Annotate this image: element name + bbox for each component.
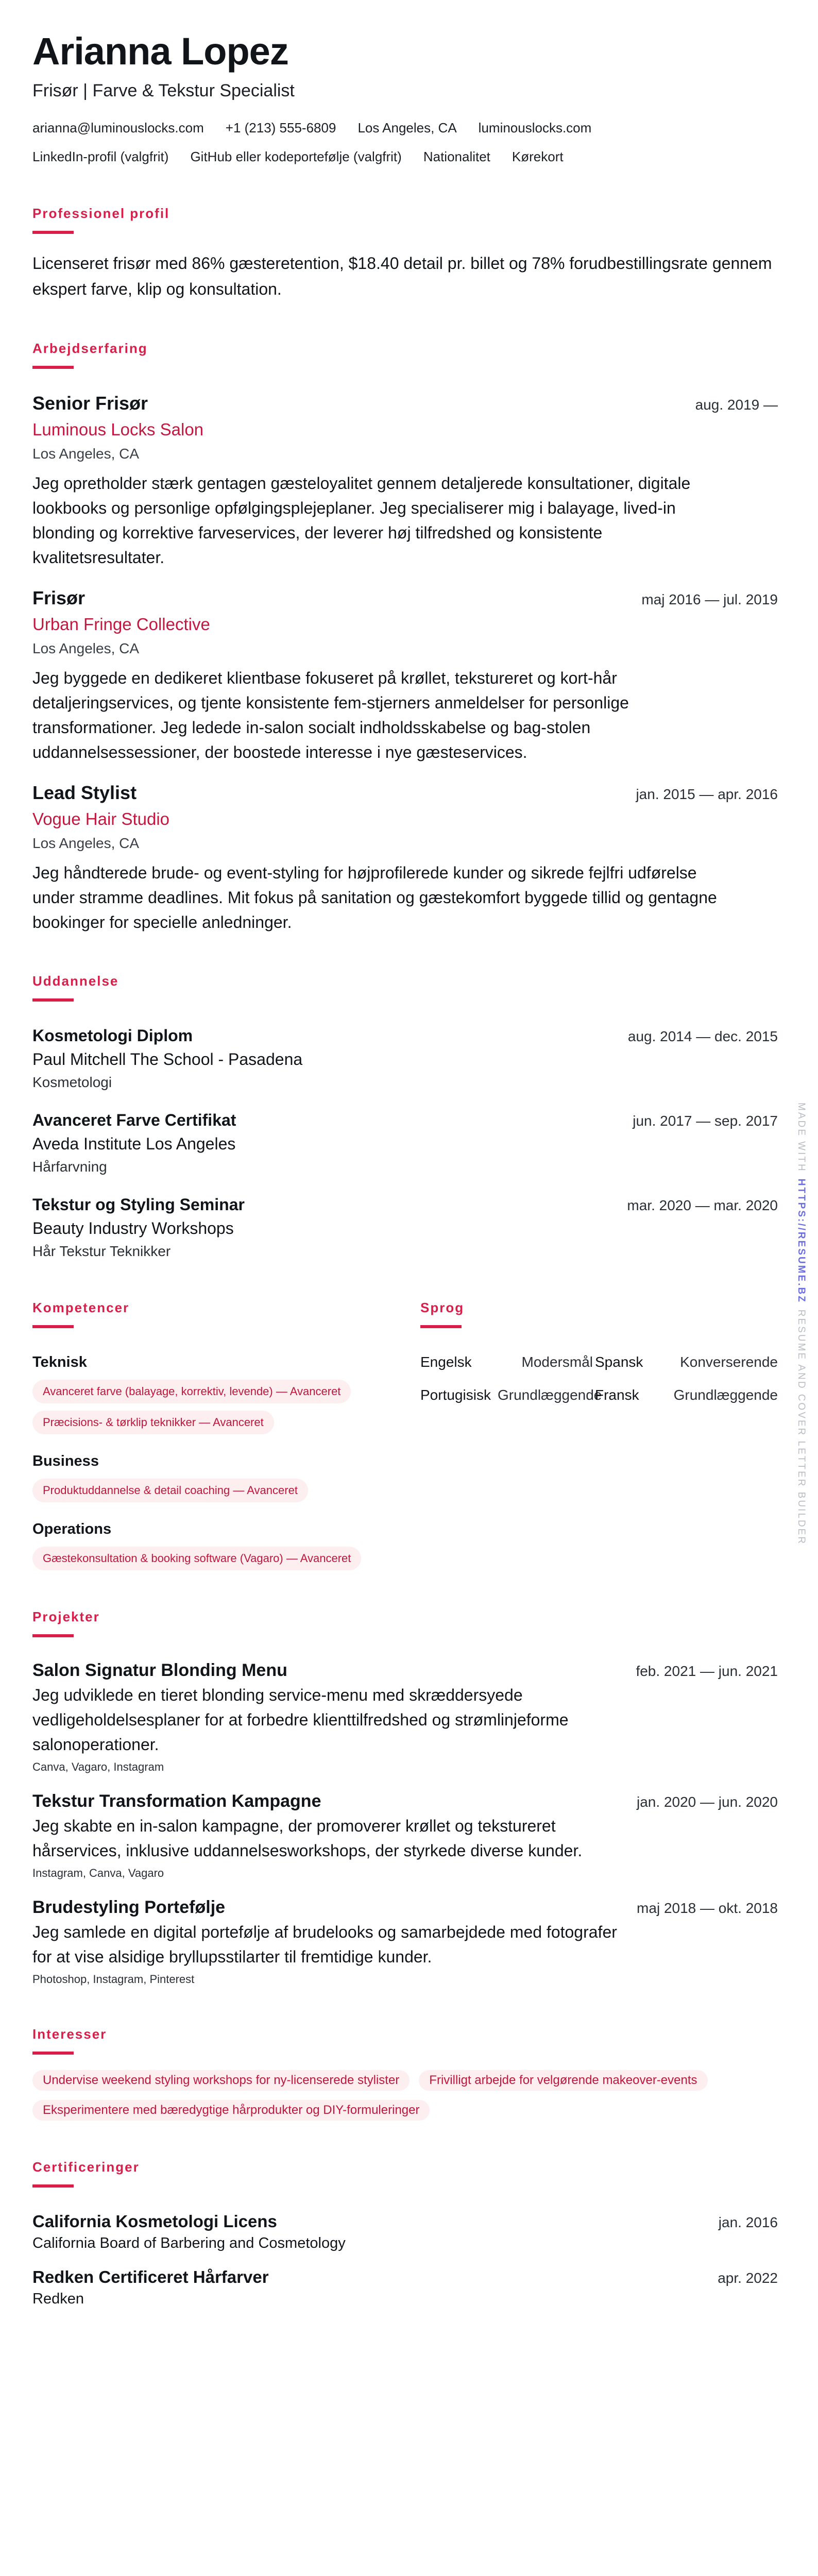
degree-title: Avanceret Farve Certifikat [32,1111,236,1129]
job-entry [32,586,778,765]
made-with-watermark [795,1103,807,1545]
project-entry [32,1790,778,1882]
project-description: Jeg udviklede en tieret blonding service-menu med skræddersyede vedligeholdelsesplaner for at forbedre klienttilfredshed og strømlinjeforme salonoperationer. [32,1686,569,1754]
certification-title: California Kosmetologi Licens [32,2212,277,2231]
job-date: jan. 2015 — apr. 2016 [636,786,778,802]
watermark-prefix: MADE WITH [796,1103,807,1173]
resume-page [32,0,778,2355]
degree-title: Kosmetologi Diplom [32,1026,193,1045]
skill-group-title: Operations [32,1521,112,1537]
project-title: Brudestyling Portefølje [32,1897,226,1917]
school-name: Paul Mitchell The School - Pasadena [32,1050,303,1069]
contact-location: Los Angeles, CA [357,120,457,135]
section-divider [32,2052,74,2055]
job-title: Lead Stylist [32,782,137,803]
school-name: Beauty Industry Workshops [32,1219,234,1238]
skill-chip: Gæstekonsultation & booking software (Vagaro) — Avanceret [32,1547,361,1570]
candidate-name: Arianna Lopez [32,30,288,73]
project-title: Salon Signatur Blonding Menu [32,1660,287,1680]
section-divider [32,2184,74,2188]
interests-section [32,2025,778,2121]
school-name: Aveda Institute Los Angeles [32,1134,236,1153]
job-date: maj 2016 — jul. 2019 [641,591,778,607]
job-description: Jeg håndterede brude- og event-styling for højprofilerede kunder og sikrede fejlfri udførelse under stramme deadlines. Mit fokus på sanitation og gæstekomfort byggede tillid og gentagne bookinger for specielle anledninger. [32,863,717,931]
job-description: Jeg byggede en dedikeret klientbase fokuseret på krøllet, tekstureret og kort-hår detaljeringservices, og tjente konsistente fem-stjerners anmeldelser for personlige transformationer. Jeg ledede in-salon socialt indholdsskabelse og bag-stolen uddannelsessessioner, der boostede interesse i nye gæsteservices. [32,669,629,761]
education-date: aug. 2014 — dec. 2015 [627,1028,778,1044]
nationality: Nationalitet [423,149,490,164]
interest-chip: Frivilligt arbejde for velgørende makeover-events [419,2070,707,2091]
contact-info [32,117,733,167]
interest-chips [32,2070,778,2121]
study-field: Kosmetologi [32,1074,112,1090]
resume-header [32,31,778,167]
section-title: Arbejdserfaring [32,341,148,356]
education-date: mar. 2020 — mar. 2020 [627,1197,778,1213]
section-title: Certificeringer [32,2159,140,2175]
projects-section [32,1607,778,1988]
job-company: Luminous Locks Salon [32,420,204,439]
skills-section [32,1298,420,1570]
job-location: Los Angeles, CA [32,640,140,656]
certification-issuer: Redken [32,2291,84,2307]
project-tools: Instagram, Canva, Vagaro [32,1867,164,1879]
drivers-license: Kørekort [512,149,564,164]
job-date: aug. 2019 — [695,397,778,413]
job-title: Frisør [32,587,86,608]
experience-section [32,339,778,935]
study-field: Hårfarvning [32,1159,107,1175]
project-date: feb. 2021 — jun. 2021 [636,1663,778,1679]
certification-entry [32,2210,778,2253]
section-title: Projekter [32,1609,100,1624]
section-divider [32,998,74,1002]
section-title: Kompetencer [32,1300,130,1315]
link-github[interactable]: GitHub eller kodeportefølje (valgfrit) [190,149,402,164]
watermark-link[interactable]: HTTPS://RESUME.BZ [796,1178,807,1303]
contact-website[interactable]: luminouslocks.com [478,120,592,135]
project-description: Jeg samlede en digital portefølje af brudelooks og samarbejdede med fotografer for at vise alsidige bryllupsstilarter til fremtidige kunder. [32,1923,617,1966]
project-title: Tekstur Transformation Kampagne [32,1791,321,1811]
job-entry [32,781,778,935]
study-field: Hår Tekstur Teknikker [32,1243,171,1259]
language-name: Fransk [595,1387,639,1403]
skill-chips [32,1547,420,1570]
contact-phone[interactable]: +1 (213) 555-6809 [225,120,336,135]
contact-email[interactable]: arianna@luminouslocks.com [32,120,204,135]
degree-title: Tekstur og Styling Seminar [32,1195,245,1214]
certification-date: jan. 2016 [718,2214,778,2230]
section-divider [32,1634,74,1637]
watermark-suffix: RESUME AND COVER LETTER BUILDER [796,1309,807,1546]
certification-title: Redken Certificeret Hårfarver [32,2267,269,2286]
education-date: jun. 2017 — sep. 2017 [633,1113,778,1129]
section-title: Sprog [420,1300,465,1315]
skills-languages-row [32,1298,778,1570]
interest-chip: Eksperimentere med bæredygtige hårprodukter og DIY-formuleringer [32,2100,430,2121]
education-section [32,972,778,1261]
language-level: Konverserende [680,1354,778,1370]
profile-section [32,204,778,302]
education-entry [32,1193,778,1261]
certification-date: apr. 2022 [718,2270,778,2286]
job-company: Urban Fringe Collective [32,615,210,634]
job-company: Vogue Hair Studio [32,809,170,828]
section-title: Interesser [32,2026,107,2042]
project-tools: Canva, Vagaro, Instagram [32,1760,164,1773]
job-entry [32,392,778,570]
project-entry [32,1896,778,1988]
section-title: Uddannelse [32,973,119,989]
job-title: Senior Frisør [32,393,148,414]
certifications-section [32,2158,778,2309]
project-tools: Photoshop, Instagram, Pinterest [32,1973,195,1986]
language-name: Portugisisk [420,1387,491,1403]
language-level: Grundlæggende [498,1387,602,1403]
project-date: jan. 2020 — jun. 2020 [637,1794,778,1810]
candidate-subtitle: Frisør | Farve & Tekstur Specialist [32,81,295,100]
interest-chip: Undervise weekend styling workshops for ny-licenserede stylister [32,2070,410,2091]
languages-section [420,1298,778,1570]
language-level: Modersmål [521,1354,593,1370]
section-divider [32,231,74,234]
skill-chips [32,1479,420,1502]
skill-chip: Produktuddannelse & detail coaching — Avanceret [32,1479,308,1502]
job-location: Los Angeles, CA [32,446,140,462]
project-entry [32,1659,778,1775]
skill-chips [32,1380,420,1434]
section-title: Professionel profil [32,206,170,221]
job-location: Los Angeles, CA [32,835,140,851]
section-divider [32,366,74,369]
project-description: Jeg skabte en in-salon kampagne, der promoverer krøllet og tekstureret hårservices, inklusive uddannelsesworkshops, der styrkede diverse kunder. [32,1817,583,1860]
skill-group-title: Business [32,1453,99,1469]
certification-entry [32,2266,778,2309]
education-entry [32,1024,778,1092]
language-name: Engelsk [420,1354,472,1370]
language-name: Spansk [595,1354,643,1370]
section-divider [32,1325,74,1328]
skill-group-title: Teknisk [32,1354,87,1370]
skill-chip: Avanceret farve (balayage, korrektiv, levende) — Avanceret [32,1380,351,1403]
language-list [420,1352,778,1405]
link-linkedin[interactable]: LinkedIn-profil (valgfrit) [32,149,169,164]
education-entry [32,1109,778,1177]
profile-summary: Licenseret frisør med 86% gæsteretention, $18.40 detail pr. billet og 78% forudbestillingsrate gennem ekspert farve, klip og konsultation. [32,254,772,298]
skill-chip: Præcisions- & tørklip teknikker — Avanceret [32,1411,274,1434]
project-date: maj 2018 — okt. 2018 [637,1900,778,1916]
language-level: Grundlæggende [673,1387,778,1403]
job-description: Jeg opretholder stærk gentagen gæsteloyalitet gennem detaljerede konsultationer, digitale lookbooks og personlige opfølgingsplejeplaner. Jeg specialiserer mig i balayage, lived-in blonding og korrektive farveservices, der leverer høj tilfredshed og konsistente kvalitetsresultater. [32,474,691,567]
certification-issuer: California Board of Barbering and Cosmetology [32,2235,346,2251]
section-divider [420,1325,462,1328]
